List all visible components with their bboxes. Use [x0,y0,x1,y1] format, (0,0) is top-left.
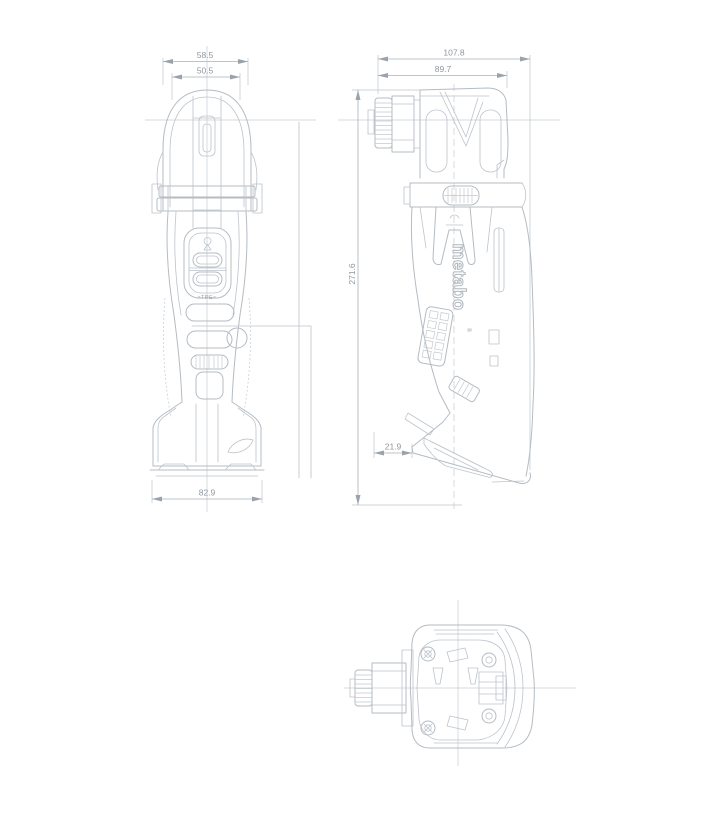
front-view [145,46,316,512]
dim-side-foot-offset [374,432,412,458]
screw-bottom-right [482,709,496,723]
switch-pod-screw [204,238,211,245]
dim-front-base-width-label: 82.9 [198,487,216,498]
foot-pad-small [405,413,434,435]
bottom-body [410,625,534,748]
bottom-view [344,600,576,766]
switch-button-lower [193,272,222,286]
front-switch-pod [184,228,231,298]
switch-button-upper [193,253,222,267]
dim-side-foot-offset-label: 21.9 [384,441,402,452]
screw-top-left [421,647,435,661]
metabo-logo: metabo [449,243,469,311]
side-spindle [368,96,420,152]
front-grip-features [186,304,247,399]
side-collar-band [404,183,526,207]
base-leaf-detail [228,439,253,453]
dim-front-outer-width-label: 58.5 [196,50,214,60]
bottom-mechanism [417,640,507,740]
registered-mark: ® [465,327,471,333]
dim-front-inner-width [172,66,240,101]
dim-side-head-depth-label: 89.7 [434,64,452,74]
molding-mark-label: >TPE< [197,295,217,301]
side-view [338,48,560,513]
side-head [420,88,508,178]
side-vent-grille [417,306,453,367]
dim-side-overall-depth-label: 107.8 [443,47,465,58]
dim-side-head-depth [378,64,507,88]
front-handle [163,122,311,478]
dim-side-overall-height-label: 271.6 [347,263,357,285]
screw-top-right [482,653,496,667]
screw-bottom-left [421,721,435,735]
foot-pad-large [424,438,492,477]
dim-front-inner-width-label: 50.5 [196,65,214,76]
side-speed-slider [448,375,481,402]
